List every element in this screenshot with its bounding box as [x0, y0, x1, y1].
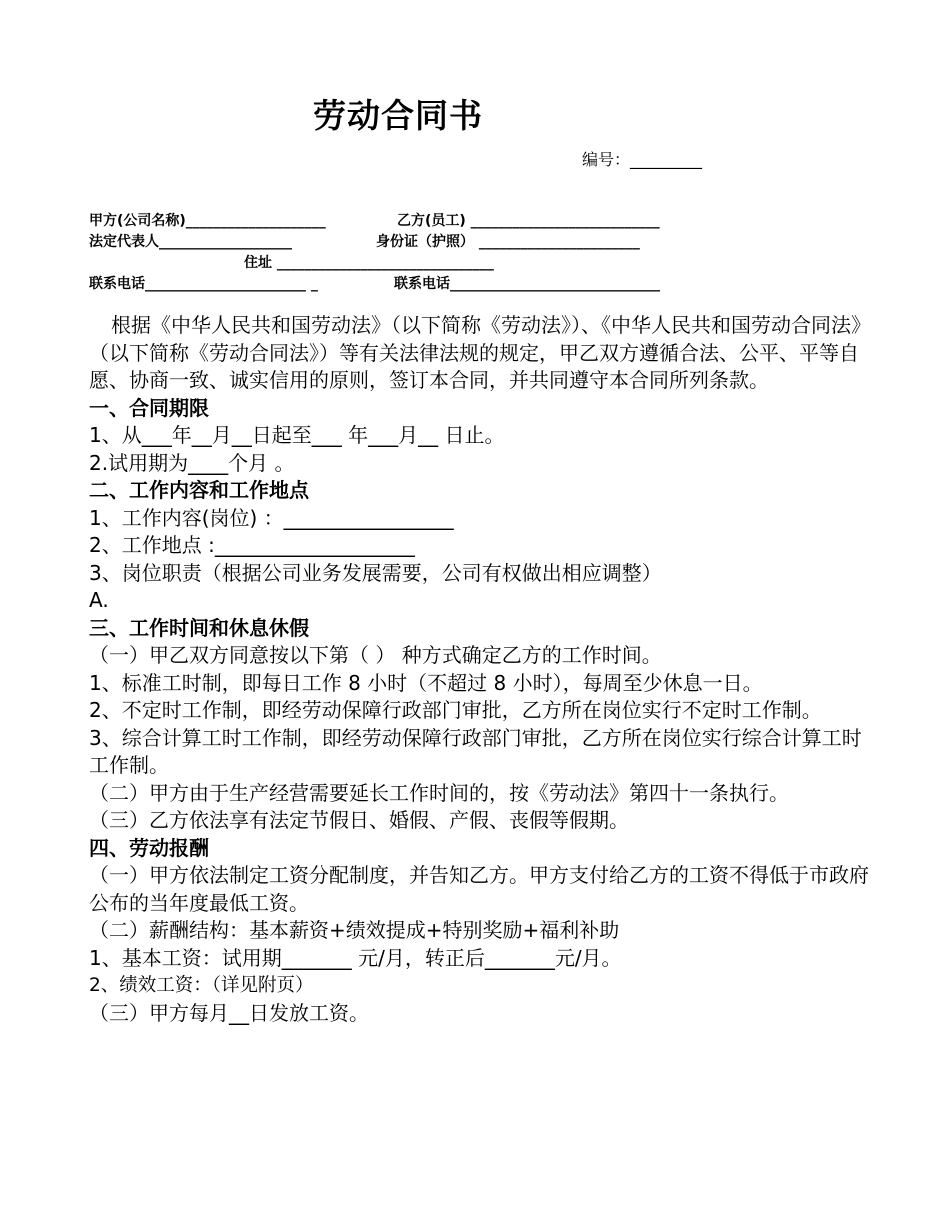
legal-representative-field: 法定代表人___________________: [89, 234, 292, 250]
pay-paragraph-1: （一）甲方依法制定工资分配制度，并告知乙方。甲方支付给乙方的工资不得低于市政府公布的当年度最低工资。: [89, 863, 869, 915]
party-b-phone-field: 联系电话______________________________: [394, 276, 660, 292]
address-field: 住址 _______________________________: [244, 255, 494, 271]
party-a-name-field: 甲方(公司名称)____________________: [89, 213, 326, 229]
hours-paragraph-2: 1、标准工时制，即每日工作 8 小时（不超过 8 小时），每周至少休息一日。: [89, 670, 763, 695]
hours-paragraph-4: 3、综合计算工时工作制，即经劳动保障行政部门审批，乙方所在岗位实行综合计算工时工作制。: [89, 725, 862, 777]
hours-paragraph-6: （三）乙方依法享有法定节假日、婚假、产假、丧假等假期。: [89, 808, 629, 832]
section-heading-term: 一、合同期限: [89, 395, 209, 420]
section-heading-working-hours: 三、工作时间和休息休假: [89, 615, 309, 640]
work-location-line: 2、工作地点 :____________________: [89, 533, 415, 557]
id-passport-field: 身份证（护照） _______________________: [376, 234, 640, 250]
job-duties-line: 3、岗位职责（根据公司业务发展需要，公司有权做出相应调整）: [89, 560, 662, 585]
job-position-line: 1、工作内容(岗位) ：_________________: [89, 505, 454, 530]
serial-number-field: 编号：_________: [582, 150, 703, 169]
preamble-paragraph: 根据《中华人民共和国劳动法》（以下简称《劳动法》）、《中华人民共和国劳动合同法》（以下简称《劳动合同法》）等有关法律法规的规定，甲乙双方遵循合法、公平、平等自愿、协商一致、诚实信用的原则，签订本合同，并共同遵守本合同所列条款。: [89, 313, 861, 392]
party-a-phone-field: 联系电话_______________________ _: [89, 276, 318, 292]
contract-body: [89, 312, 869, 1027]
pay-paragraph-4: 2、绩效工资：（详见附页）: [89, 975, 314, 996]
hours-paragraph-1: （一）甲乙双方同意按以下第（ ） 种方式确定乙方的工作时间。: [89, 643, 662, 667]
hours-paragraph-3: 2、不定时工作制，即经劳动保障行政部门审批，乙方所在岗位实行不定时工作制。: [89, 698, 822, 722]
pay-paragraph-2: （二）薪酬结构：基本薪资+绩效提成+特别奖励+福利补助: [89, 918, 620, 942]
section-heading-work-content: 二、工作内容和工作地点: [89, 478, 309, 502]
hours-paragraph-5: （二）甲方由于生产经营需要延长工作时间的，按《劳动法》第四十一条执行。: [89, 780, 789, 805]
section-heading-remuneration: 四、劳动报酬: [89, 835, 209, 860]
probation-period-line: 2.试用期为____个月 。: [89, 450, 295, 475]
party-b-name-field: 乙方(员工) ___________________________: [397, 213, 660, 229]
document-title: 劳动合同书: [313, 96, 483, 135]
pay-paragraph-5: （三）甲方每月__日发放工资。: [89, 1000, 369, 1025]
pay-paragraph-3: 1、基本工资：试用期_______ 元/月，转正后_______元/月。: [89, 945, 622, 970]
job-duties-item-a: A.: [89, 588, 109, 612]
term-period-line: 1、从___年__月__日起至___ 年___月__ 日止。: [89, 423, 505, 447]
